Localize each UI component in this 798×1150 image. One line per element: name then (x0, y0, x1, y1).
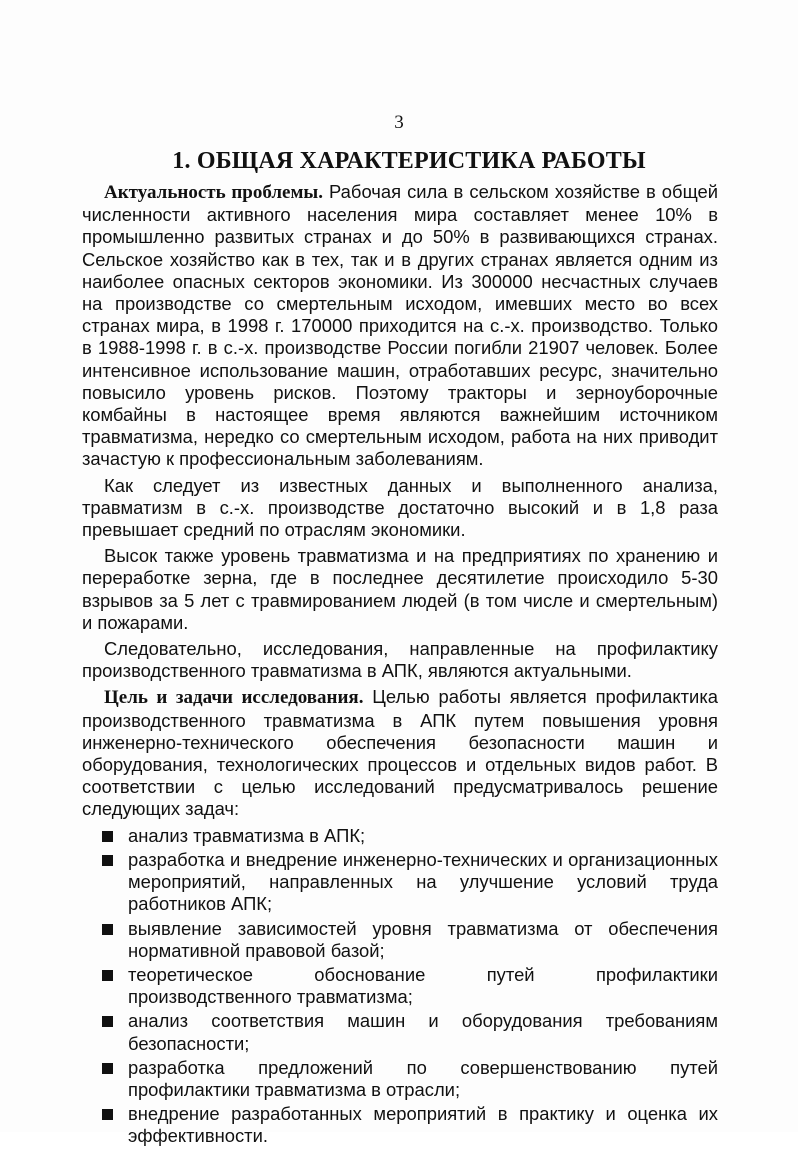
list-item-text: анализ соответствия машин и оборудования требованиям безопасности; (128, 1010, 718, 1054)
paragraph-analysis (82, 475, 718, 542)
page-number: 3 (394, 112, 404, 133)
list-item-text: разработка предложений по совершенствованию путей профилактики травматизма в отрасли; (128, 1056, 718, 1100)
square-bullet-icon (102, 924, 113, 935)
list-item (82, 1103, 718, 1147)
list-item-text: выявление зависимостей уровня травматизма от обеспечения нормативной правовой базой; (128, 917, 718, 961)
list-item-text: внедрение разработанных мероприятий в практику и оценка их эффективности. (128, 1103, 718, 1147)
paragraph-text: Рабочая сила в сельском хозяйстве в общей численности активного населения мира составляет менее 10% в промышленно развитых странах и до 50% в развивающихся странах. Сельское хозяйство как в тех, так и в других странах является одним из наиболее опасных секторов экономики. Из 300000 несчастных случаев на производстве со смертельным исходом, имевших место во всех странах мира, в 1998 г. 170000 приходится на с.-х. производство. Только в 1988-1998 г. в с.-х. производстве России погибли 21907 человек. Более интенсивное использование машин, отработавших ресурс, значительно повысило уровень рисков. Поэтому тракторы и зерноуборочные комбайны в настоящее время являются важнейшим источником травматизма, нередко со смертельным исходом, работа на них приводит зачастую к профессиональным заболеваниям. (82, 181, 718, 470)
document-body (82, 181, 718, 1150)
list-item (82, 918, 718, 962)
list-item (82, 1057, 718, 1101)
square-bullet-icon (102, 855, 113, 866)
paragraph-lead-goals: Цель и задачи исследования. (104, 687, 364, 709)
paragraph-text: Высок также уровень травматизма и на предприятиях по хранению и переработке зерна, где в последнее десятилетие происходило 5-30 взрывов за 5 лет с травмированием людей (в том числе и смертельным) и пожарами. (82, 545, 718, 633)
paragraph-text: Следовательно, исследования, направленные на профилактику производственного травматизма в АПК, являются актуальными. (82, 638, 718, 682)
paragraph-relevance (82, 181, 718, 471)
paragraph-conclusion (82, 638, 718, 682)
list-item (82, 825, 718, 847)
list-item-text: разработка и внедрение инженерно-технических и организационных мероприятий, направленных на улучшение условий труда работников АПК; (128, 848, 718, 915)
list-item-text: анализ травматизма в АПК; (128, 824, 366, 846)
paragraph-lead-relevance: Актуальность проблемы. (104, 182, 323, 203)
paragraph-text: Как следует из известных данных и выполненного анализа, травматизм в с.-х. производстве достаточно высокий и в 1,8 раза превышает средний по отраслям экономики. (82, 474, 718, 541)
task-list (82, 825, 718, 1148)
list-item-text: теоретическое обоснование путей профилактики производственного травматизма; (128, 963, 718, 1008)
paragraph-grain-enterprises (82, 545, 718, 634)
list-item (82, 1010, 718, 1054)
list-item (82, 964, 718, 1008)
paragraph-text: Целью работы является профилактика производственного травматизма в АПК путем повышения уровня инженерно-технического обеспечения безопасности машин и оборудования, технологических процессов и отдельных видов работ. В соответствии с целью исследований предусматривалось решение следующих задач: (82, 686, 718, 820)
section-title: 1. ОБЩАЯ ХАРАКТЕРИСТИКА РАБОТЫ (172, 148, 646, 174)
square-bullet-icon (102, 1016, 113, 1027)
square-bullet-icon (102, 1063, 113, 1074)
square-bullet-icon (102, 1109, 113, 1120)
square-bullet-icon (102, 831, 113, 842)
list-item (82, 849, 718, 916)
paragraph-goals (82, 686, 718, 820)
square-bullet-icon (102, 970, 113, 981)
